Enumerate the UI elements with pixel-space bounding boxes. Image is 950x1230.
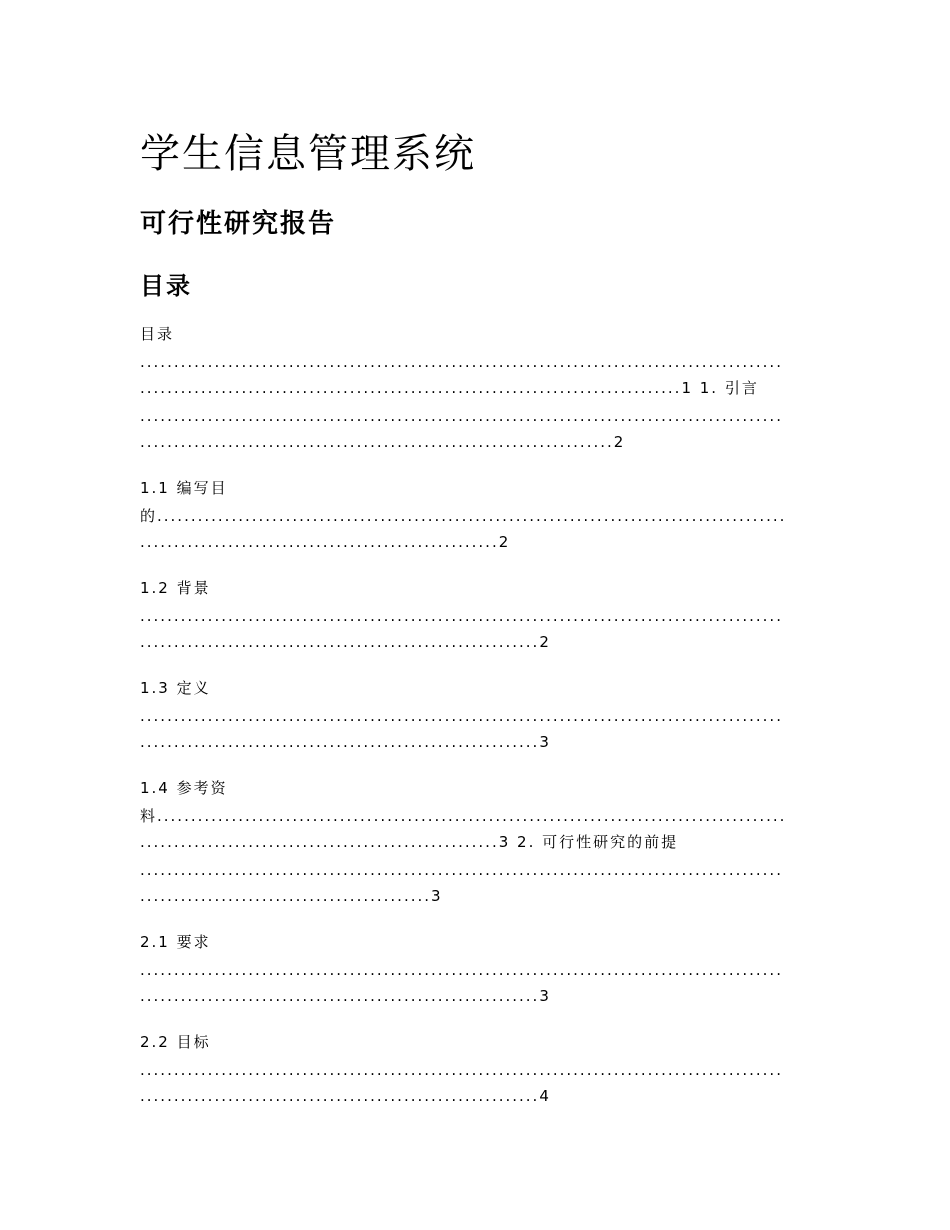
toc-line: 目录 <box>140 325 175 343</box>
toc-entry-2-2[interactable]: 2.2 目标 <box>140 1033 211 1051</box>
toc-entry-1-1[interactable]: 1.1 编写目 <box>140 479 228 497</box>
toc-entry-page[interactable]: ......................................................................2 <box>140 433 626 451</box>
toc-entry-1-4-cont[interactable]: 料............................................................................................. <box>140 807 787 825</box>
toc-entry-page[interactable]: ...........................................................3 <box>140 987 551 1005</box>
toc-dot-leader: ............................................................................................... <box>140 1061 783 1079</box>
toc-entry-page[interactable]: ...........................................................4 <box>140 1087 551 1105</box>
toc-entry-page[interactable]: ...........................................................3 <box>140 733 551 751</box>
toc-heading: 目录 <box>140 272 192 300</box>
toc-entry-1-4[interactable]: 1.4 参考资 <box>140 779 228 797</box>
toc-dot-leader: ............................................................................................... <box>140 607 783 625</box>
toc-entry-1-1-cont[interactable]: 的............................................................................................. <box>140 507 787 525</box>
toc-dot-leader: ............................................................................................... <box>140 961 783 979</box>
toc-entry-page[interactable]: .....................................................2 <box>140 533 511 551</box>
toc-entry-1-3[interactable]: 1.3 定义 <box>140 679 211 697</box>
toc-dot-leader: ............................................................................................... <box>140 707 783 725</box>
toc-dot-leader: ............................................................................................... <box>140 861 783 879</box>
toc-entry-2-1[interactable]: 2.1 要求 <box>140 933 211 951</box>
toc-entry-chapter-2[interactable]: .....................................................3 2. 可行性研究的前提 <box>140 833 679 851</box>
document-title: 学生信息管理系统 <box>140 131 476 177</box>
toc-entry-page[interactable]: ...........................................3 <box>140 887 443 905</box>
toc-entry-intro[interactable]: ................................................................................1 1. 引言 <box>140 379 759 397</box>
toc-entry-1-2[interactable]: 1.2 背景 <box>140 579 211 597</box>
toc-dot-leader: ............................................................................................... <box>140 407 783 425</box>
document-subtitle: 可行性研究报告 <box>140 209 337 239</box>
toc-dot-leader: ............................................................................................... <box>140 353 783 371</box>
toc-entry-page[interactable]: ...........................................................2 <box>140 633 551 651</box>
